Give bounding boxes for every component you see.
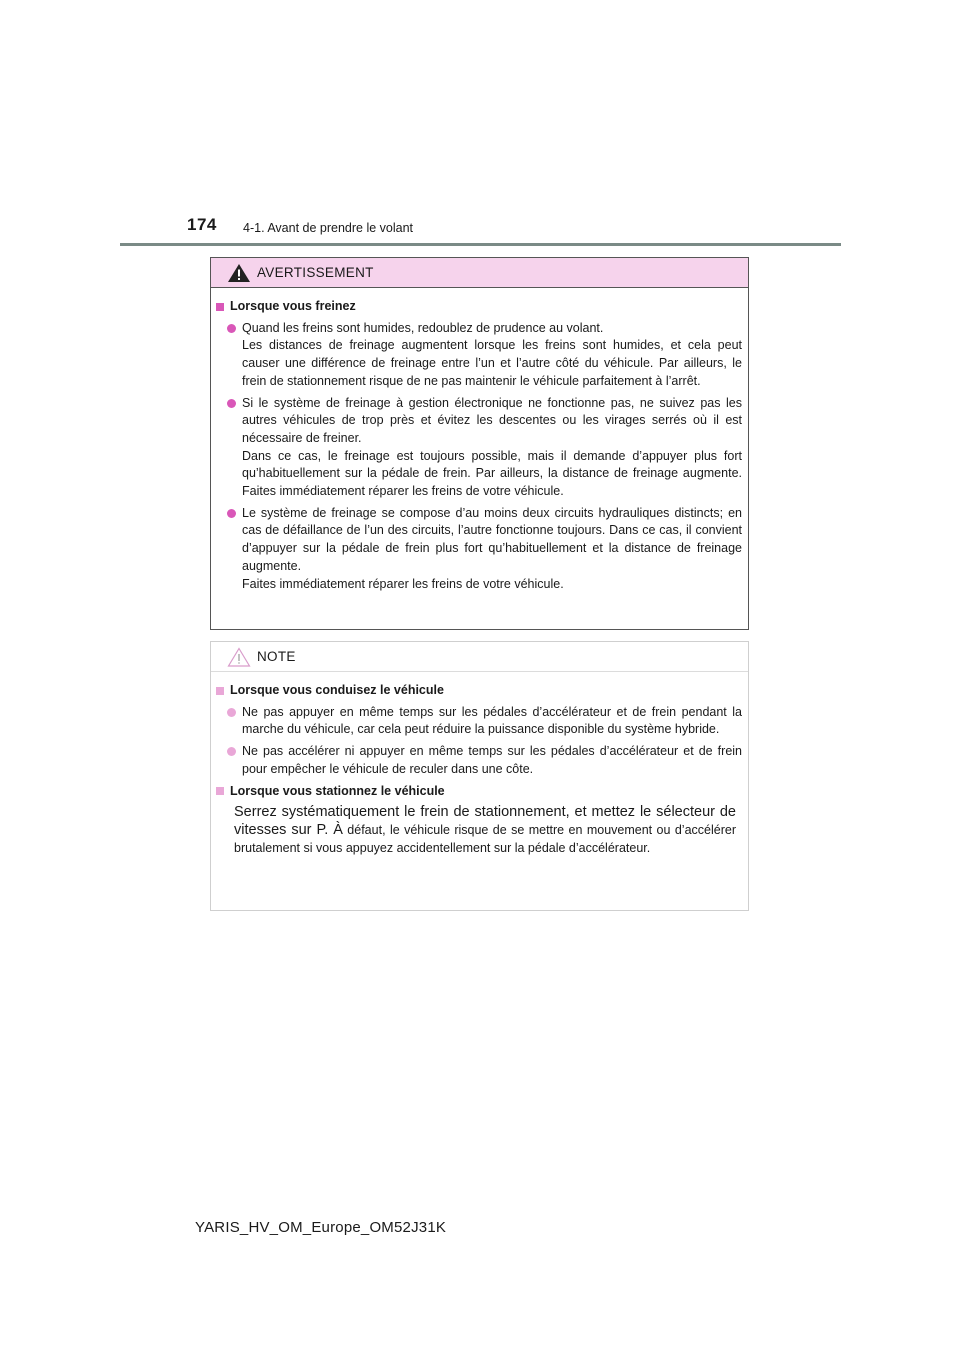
parking-text-small: défaut, le véhicule risque de se mettre en mouvement ou d’accélérer brutalement si vous appuyez accidentellement sur la pédale d’accélérateur. xyxy=(234,822,736,855)
bullet-text: Quand les freins sont humides, redoublez de prudence au volant. xyxy=(242,320,604,335)
header-rule xyxy=(120,243,841,246)
bullet-text: Ne pas appuyer en même temps sur les pédales d’accélérateur et de frein pendant la marche du véhicule, car cela peut réduire la puissance disponible du système hybride. xyxy=(242,704,742,737)
note-box xyxy=(210,641,749,911)
warning-heading xyxy=(216,298,742,316)
parking-text-large: Serrez systématiquement le frein de stationnement, et mettez le sélecteur de vitesses sur P. À xyxy=(234,804,736,838)
warning-header xyxy=(211,258,748,288)
round-bullet-icon xyxy=(227,509,236,518)
note-header xyxy=(211,642,748,672)
square-bullet-icon xyxy=(216,687,224,695)
footer-doc-id: YARIS_HV_OM_Europe_OM52J31K xyxy=(195,1219,447,1236)
bullet-text: Faites immédiatement réparer les freins de votre véhicule. xyxy=(242,576,564,591)
note-heading-text: Lorsque vous conduisez le véhicule xyxy=(230,683,444,697)
list-item xyxy=(227,743,742,778)
note-heading-text: Lorsque vous stationnez le véhicule xyxy=(230,783,445,798)
parking-text xyxy=(234,804,736,857)
note-heading-driving xyxy=(216,682,742,700)
warning-body xyxy=(211,288,748,593)
note-body xyxy=(211,672,748,857)
warning-box xyxy=(210,257,749,630)
list-item xyxy=(227,395,742,501)
bullet-text: Dans ce cas, le freinage est toujours possible, mais il demande d’appuyer plus fort qu’habituellement sur la pédale de frein. Par ailleurs, la distance de freinage augmente. Faites immédiatement réparer les freins de votre véhicule. xyxy=(242,448,742,499)
list-item xyxy=(227,320,742,391)
warning-triangle-icon xyxy=(227,263,251,283)
square-bullet-icon xyxy=(216,303,224,311)
page-number: 174 xyxy=(187,215,217,234)
round-bullet-icon xyxy=(227,747,236,756)
bullet-text: Les distances de freinage augmentent lorsque les freins sont humides, et cela peut causer une différence de freinage entre l’un et l’autre côté du véhicule. Par ailleurs, le frein de stationnement risque de ne pas maintenir le véhicule parfaitement à l’arrêt. xyxy=(242,338,742,388)
bullet-text: Le système de freinage se compose d’au moins deux circuits hydrauliques distincts; en cas de défaillance de l’un des circuits, l’autre fonctionne toujours. Dans ce cas, il convient d’appuyer sur la pédale de frein plus fort qu’habituellement et la distance de freinage augmente. xyxy=(242,505,742,573)
note-heading-parking xyxy=(216,783,742,801)
round-bullet-icon xyxy=(227,324,236,333)
warning-title: AVERTISSEMENT xyxy=(257,265,374,280)
warning-heading-text: Lorsque vous freinez xyxy=(230,299,356,313)
round-bullet-icon xyxy=(227,708,236,717)
bullet-text: Ne pas accélérer ni appuyer en même temps sur les pédales d’accélérateur et de frein pour empêcher le véhicule de reculer dans une côte. xyxy=(242,744,742,776)
square-bullet-icon xyxy=(216,787,224,795)
list-item xyxy=(227,704,742,739)
round-bullet-icon xyxy=(227,399,236,408)
bullet-text: Si le système de freinage à gestion électronique ne fonctionne pas, ne suivez pas les autres véhicules de trop près et évitez les descentes ou les virages serrés où il est nécessaire de freiner. xyxy=(242,395,742,445)
note-title: NOTE xyxy=(257,649,296,664)
list-item xyxy=(227,505,742,594)
caution-triangle-outline-icon xyxy=(227,647,251,667)
section-title: 4-1. Avant de prendre le volant xyxy=(243,221,414,235)
